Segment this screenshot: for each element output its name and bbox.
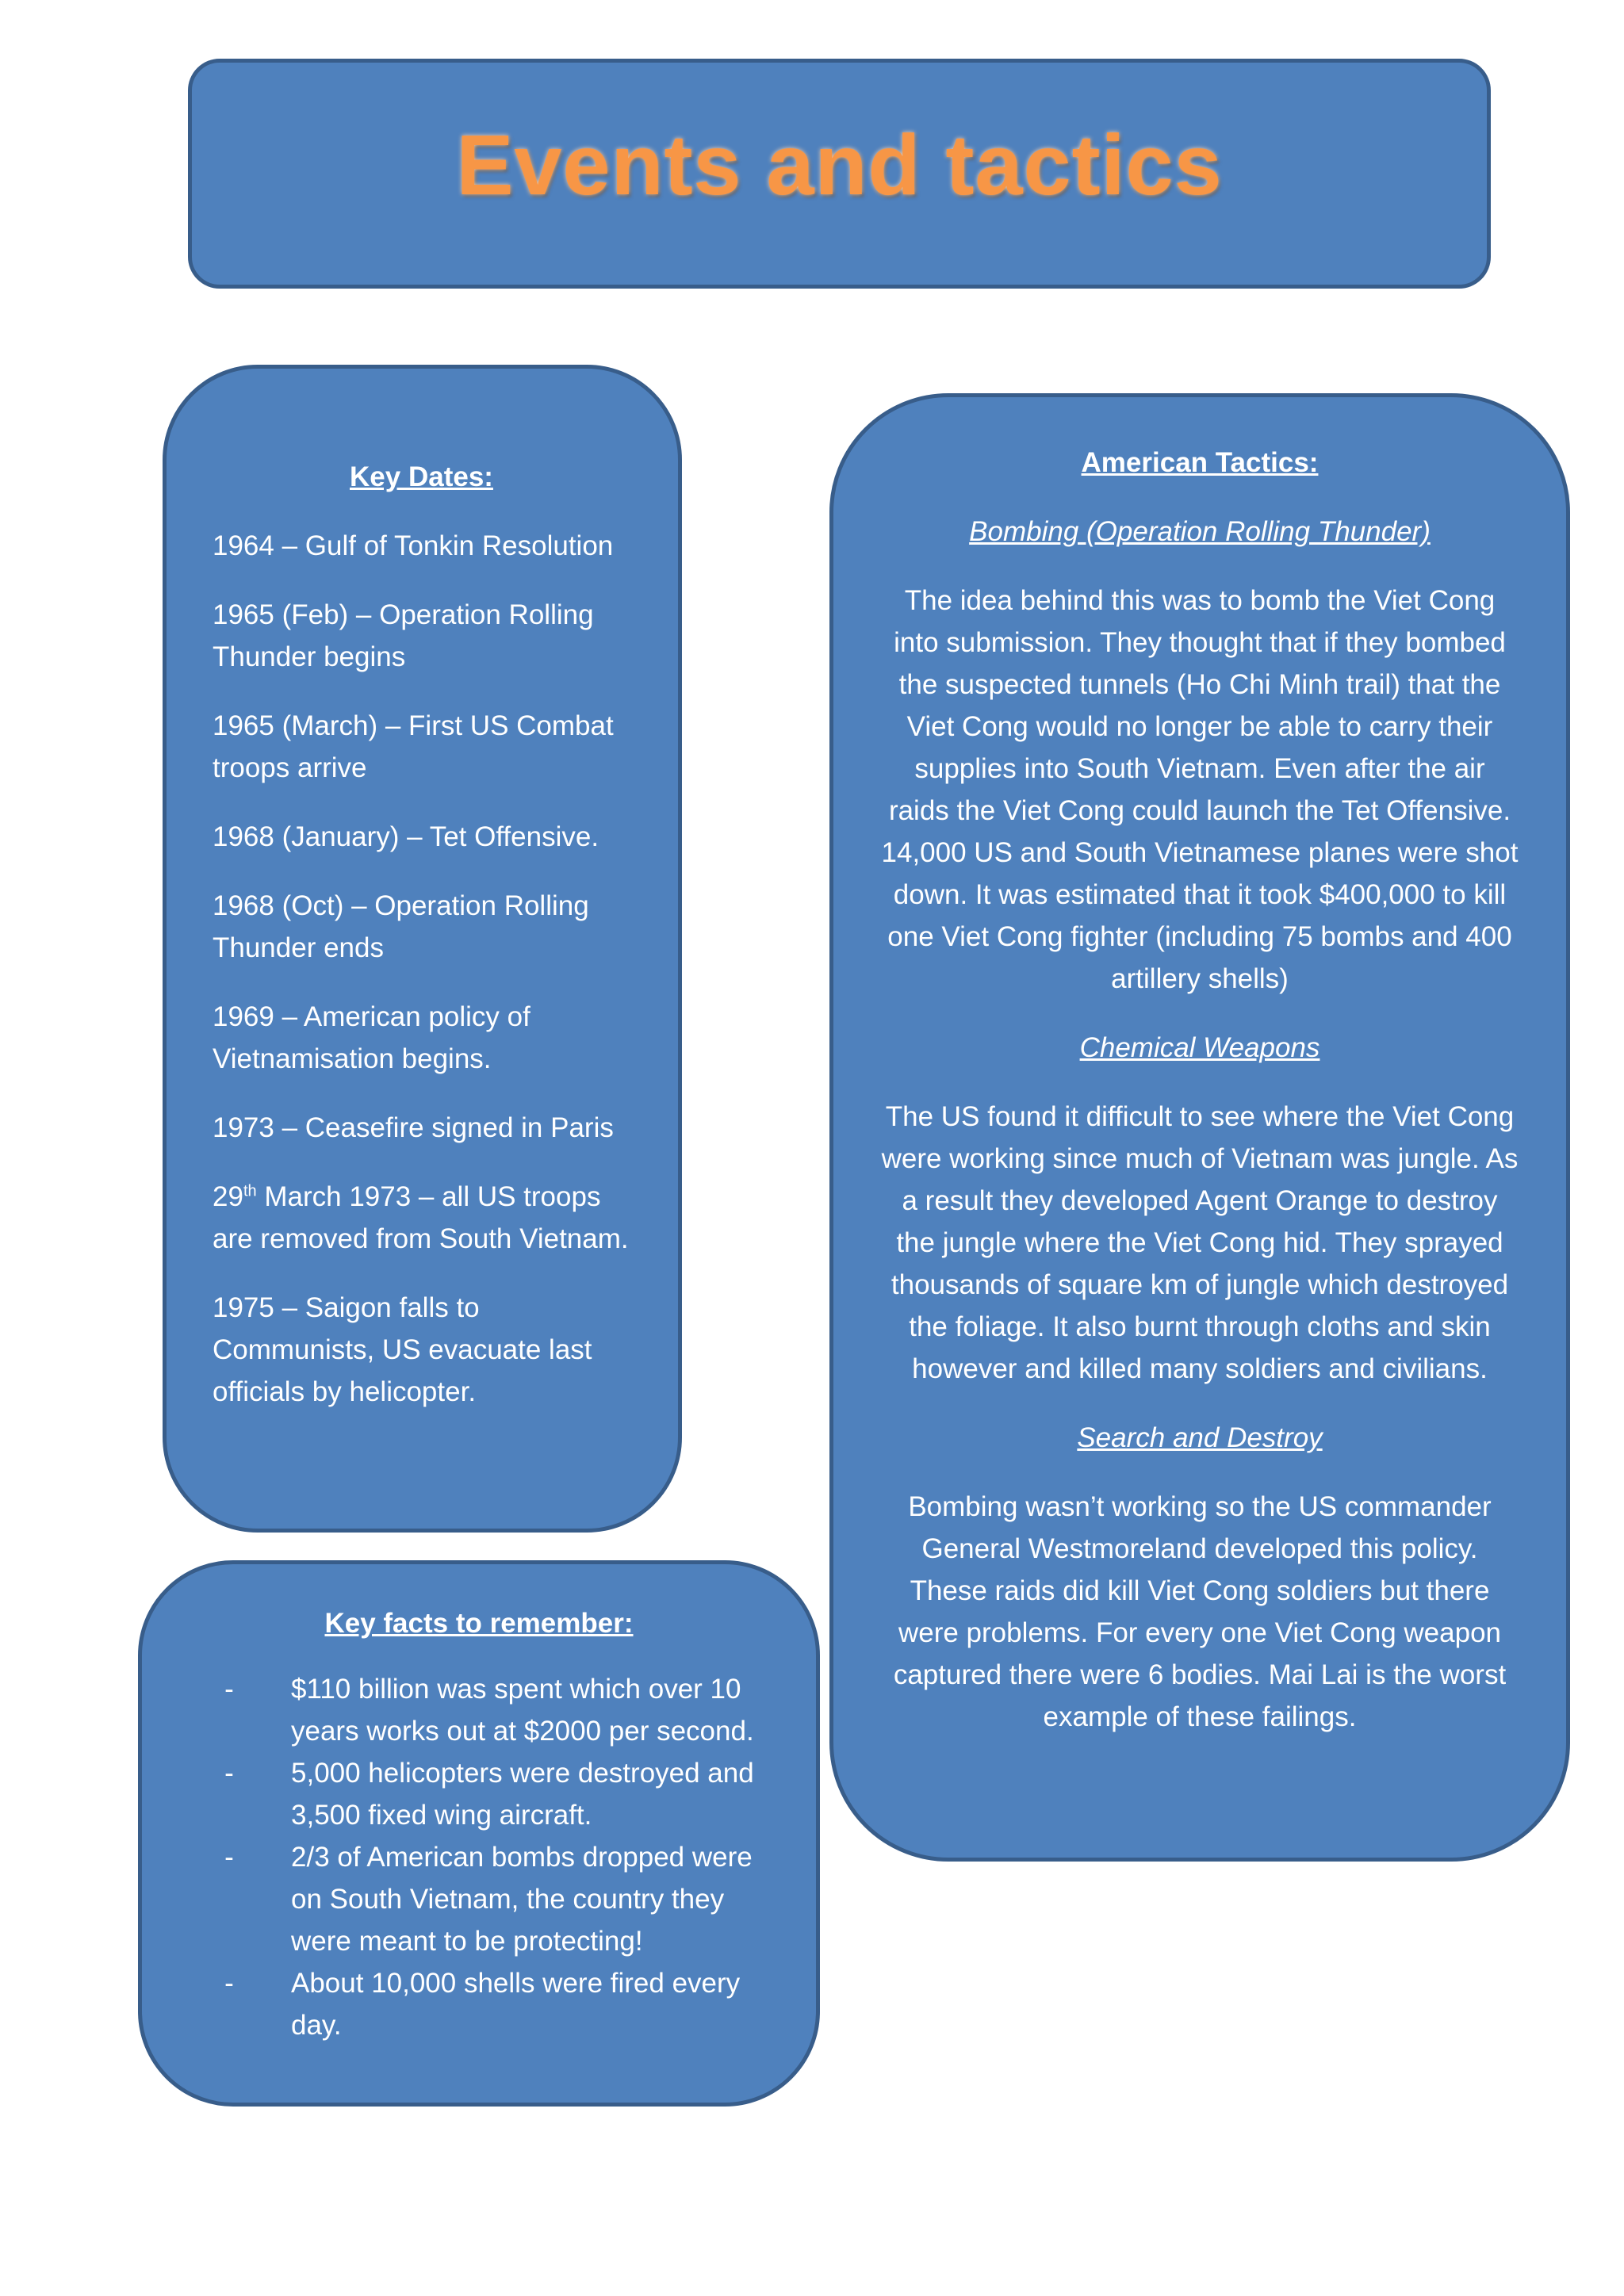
bullet-dash: - xyxy=(224,1758,234,1789)
bullet-dash: - xyxy=(224,1674,234,1705)
page-title: Events and tactics xyxy=(456,116,1223,212)
tactic-body-search-destroy: Bombing wasn’t working so the US commander General Westmoreland developed this policy. These raids did kill Viet Cong soldiers but there were problems. For every one Viet Cong weapon captured there were 6 bodies. Mai Lai is the worst example of these failings. xyxy=(893,1491,1507,1732)
key-date-item: 1969 – American policy of Vietnamisation begins. xyxy=(213,1001,530,1074)
key-date-item: 1973 – Ceasefire signed in Paris xyxy=(213,1112,614,1143)
key-dates-panel xyxy=(163,365,682,1533)
key-fact-item xyxy=(213,1836,784,1962)
key-date-item: 1975 – Saigon falls to Communists, US evacuate last officials by helicopter. xyxy=(213,1292,592,1407)
key-date-ordinal-suffix: th xyxy=(243,1182,257,1200)
key-dates-heading: Key Dates: xyxy=(350,461,493,492)
key-fact-item xyxy=(213,1752,784,1836)
key-date-day: 29 xyxy=(213,1181,243,1212)
tactic-subheading-chemical: Chemical Weapons xyxy=(1079,1032,1320,1063)
key-date-item: 1968 (Oct) – Operation Rolling Thunder ends xyxy=(213,890,589,963)
bullet-dash: - xyxy=(224,1968,234,1999)
key-date-item: 1965 (March) – First US Combat troops arrive xyxy=(213,710,614,783)
tactic-subheading-bombing: Bombing (Operation Rolling Thunder) xyxy=(969,516,1431,547)
key-fact-text: About 10,000 shells were fired every day. xyxy=(291,1968,741,2041)
title-banner xyxy=(188,59,1491,289)
key-facts-list xyxy=(213,1668,784,2046)
key-facts-panel xyxy=(138,1560,820,2107)
american-tactics-panel xyxy=(829,393,1570,1862)
key-fact-text: 5,000 helicopters were destroyed and 3,500 fixed wing aircraft. xyxy=(291,1758,754,1831)
key-date-item: 1965 (Feb) – Operation Rolling Thunder begins xyxy=(213,599,594,672)
tactic-body-chemical: The US found it difficult to see where the Viet Cong were working since much of Vietnam was jungle. As a result they developed Agent Orange to destroy the jungle where the Viet Cong hid. They sprayed thousands of square km of jungle which destroyed the foliage. It also burnt through cloths and skin however and killed many soldiers and civilians. xyxy=(881,1101,1519,1384)
key-date-item xyxy=(213,1176,646,1260)
tactic-subheading-search-destroy: Search and Destroy xyxy=(1077,1422,1323,1453)
bullet-dash: - xyxy=(224,1842,234,1873)
key-fact-item xyxy=(213,1962,784,2046)
key-date-item: 1968 (January) – Tet Offensive. xyxy=(213,821,599,852)
american-tactics-heading: American Tactics: xyxy=(1081,447,1319,478)
key-fact-item xyxy=(213,1668,784,1752)
key-fact-text: $110 billion was spent which over 10 years works out at $2000 per second. xyxy=(291,1674,754,1747)
key-facts-heading: Key facts to remember: xyxy=(324,1608,634,1639)
key-date-item: 1964 – Gulf of Tonkin Resolution xyxy=(213,530,614,561)
key-date-text: March 1973 – all US troops are removed from South Vietnam. xyxy=(213,1181,629,1254)
key-fact-text: 2/3 of American bombs dropped were on South Vietnam, the country they were meant to be protecting! xyxy=(291,1842,753,1957)
tactic-body-bombing: The idea behind this was to bomb the Viet Cong into submission. They thought that if they bombed the suspected tunnels (Ho Chi Minh trail) that the Viet Cong would no longer be able to carry their supplies into South Vietnam. Even after the air raids the Viet Cong could launch the Tet Offensive. 14,000 US and South Vietnamese planes were shot down. It was estimated that it took $400,000 to kill one Viet Cong fighter (including 75 bombs and 400 artillery shells) xyxy=(881,585,1519,994)
